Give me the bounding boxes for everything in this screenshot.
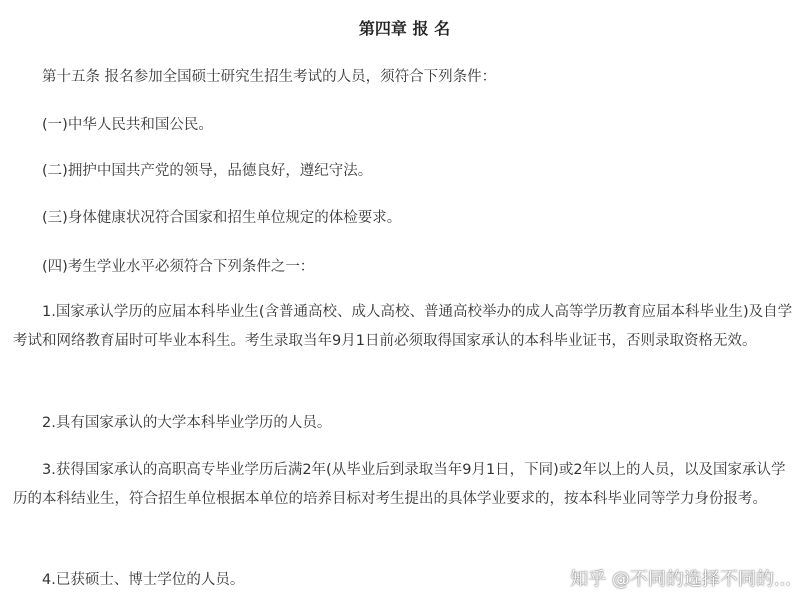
zhihu-watermark: 知乎 @不同的选择不同的...: [570, 569, 791, 590]
paragraph-item-2: 2.具有国家承认的大学本科毕业学历的人员。: [42, 415, 332, 431]
paragraph-condition-1: (一)中华人民共和国公民。: [42, 117, 213, 133]
paragraph-item-1: 1.国家承认学历的应届本科毕业生(含普通高校、成人高校、普通高校举办的成人高等学历教育应届本科毕业生)及自学考试和网络教育届时可毕业本科生。考生录取当年9月1日前必须取得国家承认的本科毕业证书，否则录取资格无效。: [13, 304, 793, 349]
paragraph-condition-4: (四)考生学业水平必须符合下列条件之一：: [42, 259, 315, 275]
chapter-title: 第四章 报 名: [358, 19, 451, 38]
paragraph-item-4: 4.已获硕士、博士学位的人员。: [42, 572, 245, 588]
paragraph-condition-2: (二)拥护中国共产党的领导，品德良好，遵纪守法。: [42, 163, 373, 179]
paragraph-item-3: 3.获得国家承认的高职高专毕业学历后满2年(从毕业后到录取当年9月1日，下同)或2年以上的人员，以及国家承认学历的本科结业生，符合招生单位根据本单位的培养目标对考生提出的具体学业要求的，按本科毕业同等学力身份报考。: [13, 462, 786, 507]
paragraph-condition-3: (三)身体健康状况符合国家和招生单位规定的体检要求。: [42, 210, 402, 226]
paragraph-article-15: 第十五条 报名参加全国硕士研究生招生考试的人员，须符合下列条件：: [42, 69, 497, 85]
